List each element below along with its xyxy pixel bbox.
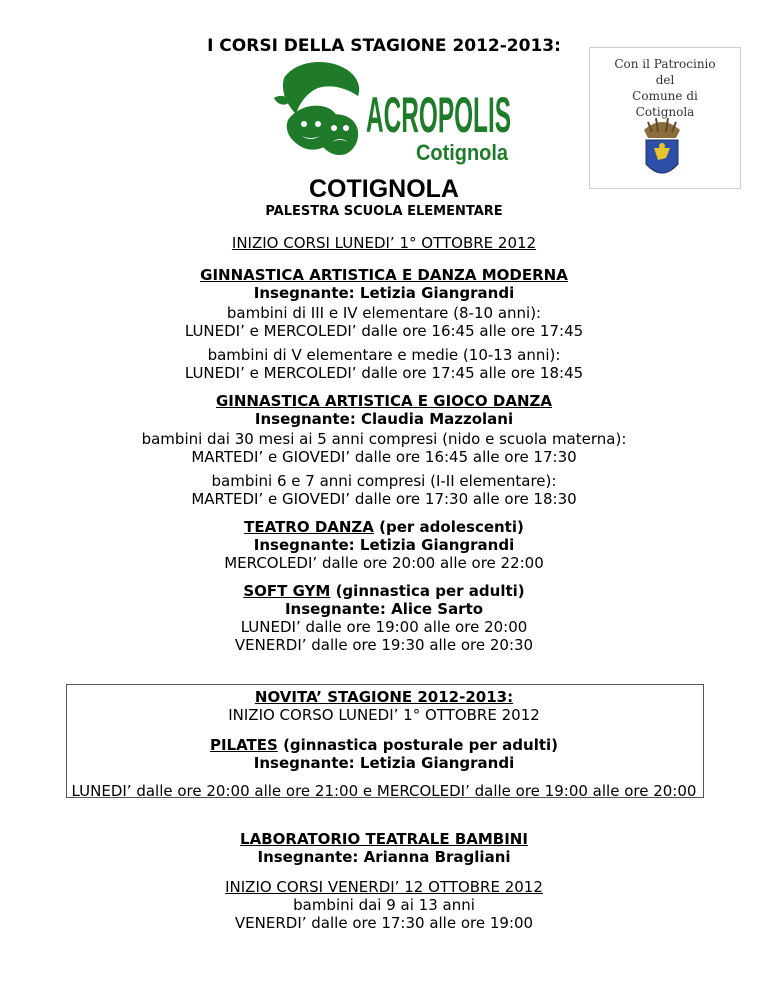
patronage-box	[589, 47, 741, 189]
course-title: PILATES	[209, 736, 278, 754]
patronage-line: Con il Patrocinio	[614, 57, 716, 71]
course-schedule: LUNEDI’ dalle ore 19:00 alle ore 20:00	[240, 618, 528, 636]
course-schedule: MERCOLEDI’ dalle ore 20:00 alle ore 22:00	[224, 554, 544, 572]
group-schedule: LUNEDI’ e MERCOLEDI’ dalle ore 16:45 alle ore 17:45	[184, 322, 584, 340]
novita-start: INIZIO CORSO LUNEDI’ 1° OTTOBRE 2012	[228, 706, 540, 724]
page-title: I CORSI DELLA STAGIONE 2012-2013:	[207, 36, 561, 56]
lab-schedule: VENERDI’ dalle ore 17:30 alle ore 19:00	[234, 914, 534, 932]
novita-schedule: LUNEDI’ dalle ore 20:00 alle ore 21:00 e MERCOLEDI’ dalle ore 19:00 alle ore 20:00	[71, 782, 697, 800]
group-schedule: LUNEDI’ e MERCOLEDI’ dalle ore 17:45 alle ore 18:45	[184, 364, 584, 382]
course-title-row	[0, 582, 768, 601]
patronage-line: del	[655, 73, 675, 87]
group-desc: bambini dai 30 mesi ai 5 anni compresi (nido e scuola materna):	[141, 430, 627, 448]
logo-subtext: Cotignola	[416, 140, 509, 165]
course-title-suffix: (ginnastica per adulti)	[330, 582, 525, 600]
course-schedule: VENERDI’ dalle ore 19:30 alle ore 20:30	[234, 636, 534, 654]
start-date: INIZIO CORSI LUNEDI’ 1° OTTOBRE 2012	[231, 234, 537, 252]
town-name: COTIGNOLA	[309, 175, 459, 203]
course-teacher: Insegnante: Arianna Bragliani	[257, 848, 511, 866]
course-teacher: Insegnante: Letizia Giangrandi	[253, 284, 515, 302]
course-title-suffix: (ginnastica posturale per adulti)	[277, 736, 559, 754]
group-desc: bambini di V elementare e medie (10-13 anni):	[207, 346, 561, 364]
course-teacher: Insegnante: Claudia Mazzolani	[254, 410, 514, 428]
group-schedule: MARTEDI’ e GIOVEDI’ dalle ore 17:30 alle ore 18:30	[191, 490, 577, 508]
acropolis-logo	[266, 58, 516, 168]
lab-start: INIZIO CORSI VENERDI’ 12 OTTOBRE 2012	[225, 878, 543, 896]
course-title-row	[0, 736, 768, 755]
patronage-line: Comune di	[632, 89, 698, 103]
course-title-row	[0, 518, 768, 537]
lab-age: bambini dai 9 ai 13 anni	[293, 896, 475, 914]
group-desc: bambini di III e IV elementare (8-10 anni):	[226, 304, 542, 322]
patronage-line: Cotignola	[635, 105, 695, 119]
course-title: SOFT GYM	[243, 582, 331, 600]
course-teacher: Insegnante: Alice Sarto	[284, 600, 484, 618]
course-title: LABORATORIO TEATRALE BAMBINI	[240, 830, 528, 848]
town-crest-icon	[612, 116, 712, 182]
course-title: TEATRO DANZA	[244, 518, 374, 536]
course-title-suffix: (per adolescenti)	[373, 518, 524, 536]
novita-title: NOVITA’ STAGIONE 2012-2013:	[254, 688, 514, 706]
venue: PALESTRA SCUOLA ELEMENTARE	[265, 204, 503, 219]
course-title: GINNASTICA ARTISTICA E DANZA MODERNA	[200, 266, 568, 284]
course-title: GINNASTICA ARTISTICA E GIOCO DANZA	[215, 392, 552, 410]
course-teacher: Insegnante: Letizia Giangrandi	[253, 754, 515, 772]
group-desc: bambini 6 e 7 anni compresi (I-II elementare):	[211, 472, 557, 490]
group-schedule: MARTEDI’ e GIOVEDI’ dalle ore 16:45 alle ore 17:30	[191, 448, 577, 466]
logo-text: ACROPOLIS	[366, 87, 511, 143]
course-teacher: Insegnante: Letizia Giangrandi	[253, 536, 515, 554]
